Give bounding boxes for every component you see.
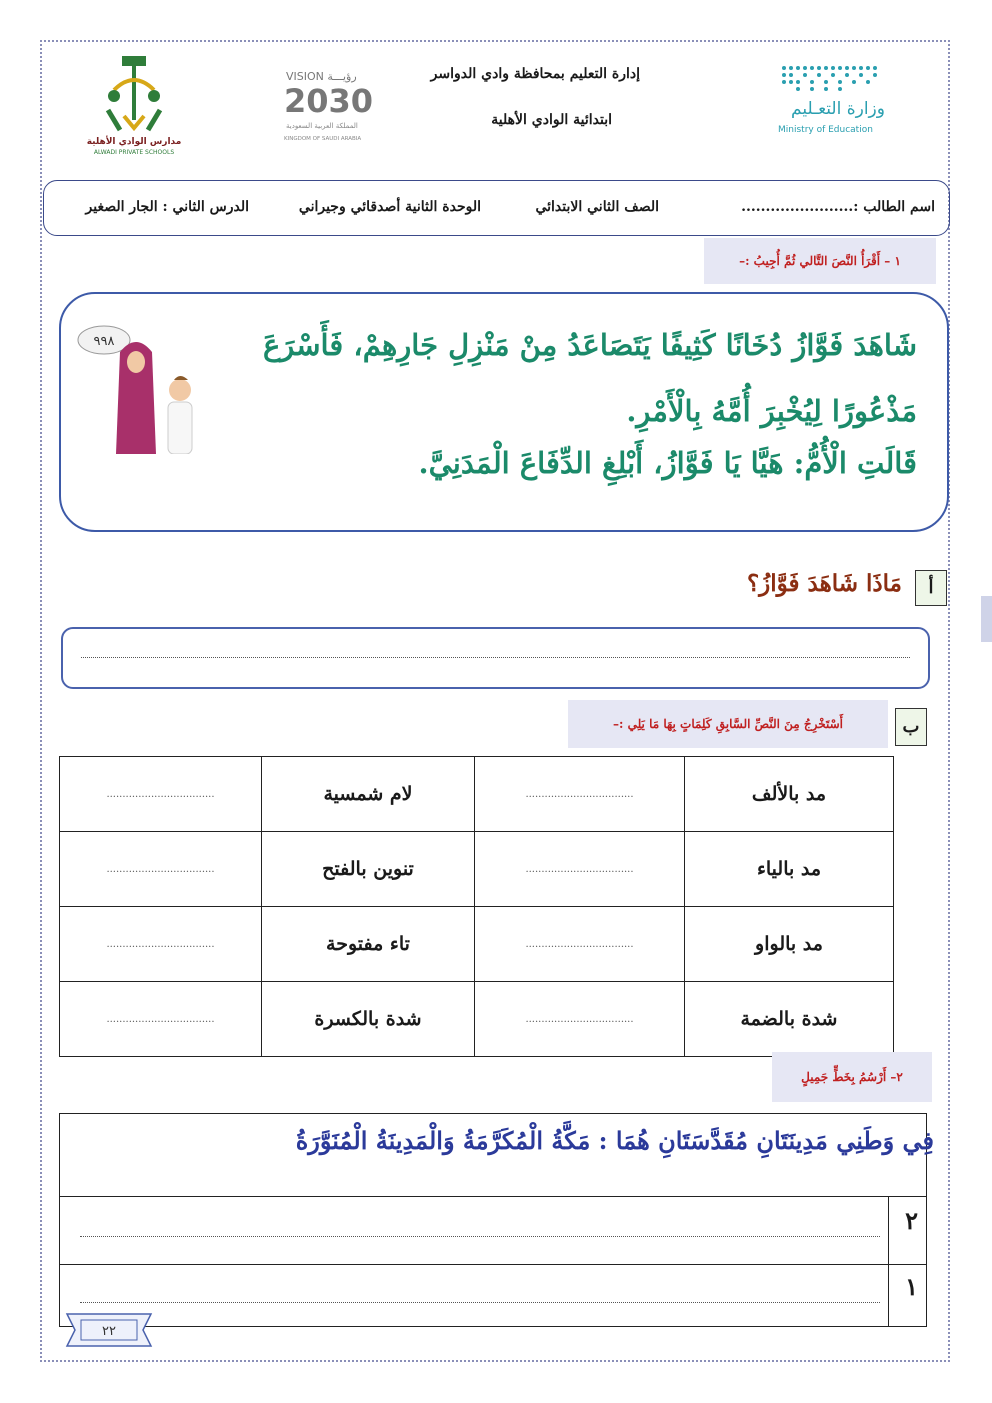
word-extraction-table (59, 756, 894, 1057)
directorate-title: إدارة التعليم بمحافظة وادي الدواسر (430, 66, 640, 82)
table-cell-category: تاء مفتوحة (262, 907, 475, 982)
vision-logo-year: 2030 (284, 82, 374, 120)
row-divider (60, 1196, 926, 1197)
vision-logo-sub-en: KINGDOM OF SAUDI ARABIA (284, 136, 362, 142)
table-cell-category: تنوين بالفتح (262, 832, 475, 907)
ministry-logo-arabic: وزارة التعـليم (791, 99, 885, 119)
school-name: ابتدائية الوادي الأهلية (491, 112, 612, 128)
part-b-letter: ب (895, 708, 927, 746)
vision-logo-sub-ar: المملكة العربية السعودية (286, 122, 358, 130)
table-cell-answer[interactable]: .................................. (475, 907, 685, 982)
table-cell-answer[interactable]: .................................. (475, 757, 685, 832)
table-row (60, 982, 894, 1057)
row-number-2: ٢ (905, 1206, 918, 1235)
student-name-field[interactable]: اسم الطالب :....................... (741, 199, 935, 215)
page-number-badge (63, 1310, 155, 1350)
ministry-of-education-logo (728, 58, 888, 138)
vision-logo-top: VISION رؤيـــة (286, 70, 357, 83)
question-1-label: ١ – أَقْرَأُ النَّصَ التَّالي ثُمَّ أُجِيبُ :– (704, 238, 936, 284)
table-row (60, 832, 894, 907)
table-row (60, 907, 894, 982)
phone-number-bubble: ٩٩٨ (93, 334, 115, 349)
table-cell-category: شدة بالضمة (685, 982, 894, 1057)
table-cell-answer[interactable]: .................................. (60, 757, 262, 832)
table-cell-category: لام شمسية (262, 757, 475, 832)
unit-label: الوحدة الثانية أصدقائي وجيراني (298, 199, 481, 215)
table-cell-answer[interactable]: .................................. (475, 832, 685, 907)
part-b-instruction: أَسْتَخْرِجُ مِنَ النَّصِّ السَّابِقِ كَلِمَاتٍ بِهَا مَا يَلِي :– (568, 700, 888, 748)
ministry-logo-english: Ministry of Education (778, 125, 873, 135)
row-divider (60, 1264, 926, 1265)
table-cell-category: مد بالواو (685, 907, 894, 982)
row-number-1: ١ (905, 1272, 918, 1301)
table-cell-answer[interactable]: .................................. (60, 907, 262, 982)
table-cell-answer[interactable]: .................................. (60, 832, 262, 907)
part-a-question: مَاذَا شَاهَدَ فَوَّازُ؟ (746, 570, 902, 597)
student-info-bar (43, 180, 950, 236)
table-row (60, 757, 894, 832)
passage-line-3: قَالَتِ الْأُمُّ: هَيَّا يَا فَوَّازُ، أَبْلِغِ الدِّفَاعَ الْمَدَنِيَّ. (418, 446, 917, 480)
model-sentence: فِي وَطَنِي مَدِينَتَانِ مُقَدَّسَتَانِ هُمَا : مَكَّةُ الْمُكَرَّمَةُ وَالْمَدِينَةُ الْمُنَوَّرَةُ (295, 1126, 934, 1155)
table-cell-category: مد بالياء (685, 832, 894, 907)
part-a-answer-box[interactable] (61, 627, 930, 689)
side-tab (981, 596, 992, 642)
answer-dotted-line (81, 657, 910, 658)
passage-line-1: شَاهَدَ فَوَّازُ دُخَانًا كَثِيفًا يَتَصَاعَدُ مِنْ مَنْزِلِ جَارِهِمْ، فَأَسْرَعَ (262, 328, 917, 362)
table-cell-answer[interactable]: .................................. (475, 982, 685, 1057)
alwadi-schools-logo (84, 50, 184, 158)
passage-line-2: مَذْعُورًا لِيُخْبِرَ أُمَّهُ بِالْأَمْرِ. (626, 394, 917, 428)
question-2-label: ٢– أَرْسُمُ بِخَطٍّ جَمِيلٍ (772, 1052, 932, 1102)
grade-label: الصف الثاني الابتدائي (535, 199, 659, 215)
page-number: ٢٢ (102, 1324, 116, 1339)
vision-2030-logo (280, 66, 380, 148)
table-cell-answer[interactable]: .................................. (60, 982, 262, 1057)
mother-and-son-illustration (76, 322, 206, 454)
writing-line-2[interactable] (80, 1236, 880, 1237)
writing-line-1[interactable] (80, 1302, 880, 1303)
school-logo-arabic: مدارس الوادي الأهلية (86, 137, 182, 147)
lesson-label: الدرس الثاني : الجار الصغير (85, 199, 249, 215)
table-cell-category: مد بالألف (685, 757, 894, 832)
table-cell-category: شدة بالكسرة (262, 982, 475, 1057)
school-logo-english: ALWADI PRIVATE SCHOOLS (93, 149, 175, 156)
part-a-letter: أ (915, 570, 947, 606)
